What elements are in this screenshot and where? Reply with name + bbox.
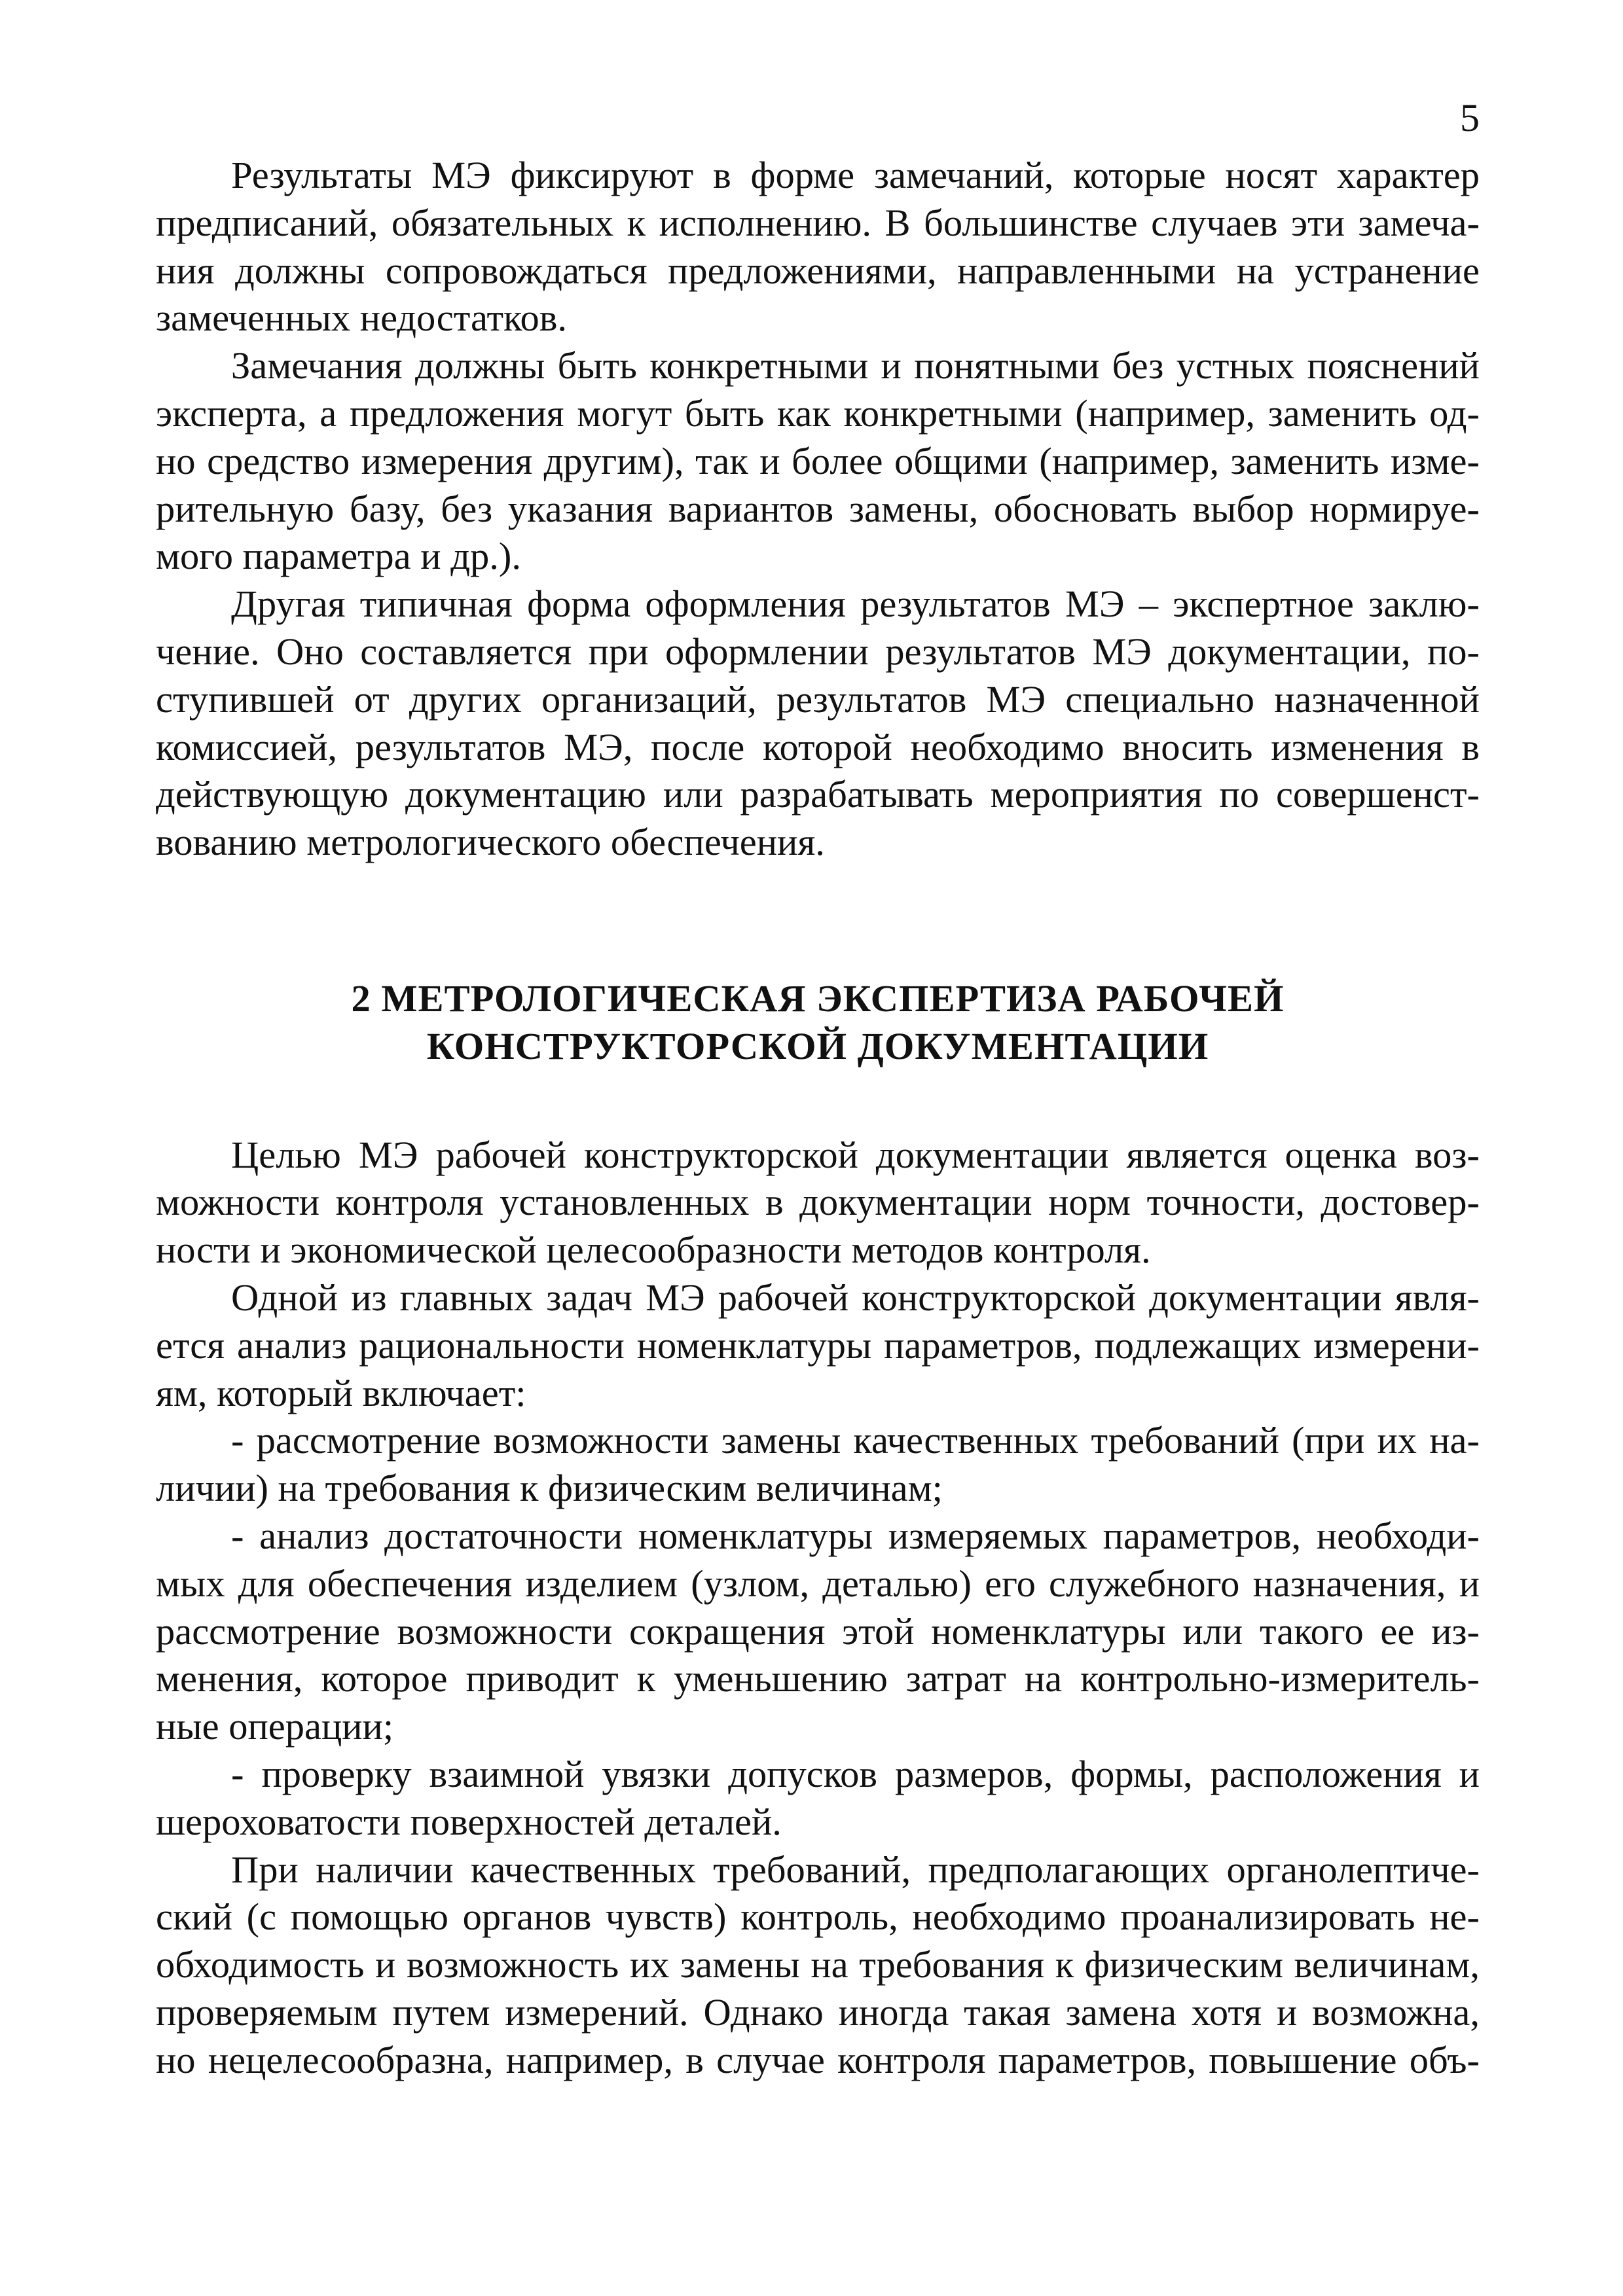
heading-spacer [156, 1071, 1480, 1132]
section-heading-line-2: КОНСТРУКТОРСКОЙ ДОКУМЕНТАЦИИ [426, 1024, 1209, 1067]
text-column [156, 152, 1480, 2084]
text-line: рассмотрение возможности сокращения этой номенклатуры или такого ее из- [156, 1609, 1480, 1653]
paragraph-main-task [156, 1274, 1480, 1417]
text-line: личии) на требования к физическим величинам; [156, 1467, 943, 1510]
text-line: проверяемым путем измерений. Однако иногда такая замена хотя и возможна, [156, 1990, 1480, 2034]
text-line: рительную базу, без указания вариантов замены, обосновать выбор нормируе- [156, 487, 1480, 530]
paragraph-expert-conclusion [156, 581, 1480, 867]
paragraph-organoleptic [156, 1846, 1480, 2085]
text-line: мого параметра и др.). [156, 535, 521, 578]
text-line: - рассмотрение возможности замены качественных требований (при их на- [231, 1419, 1480, 1462]
text-line: Результаты МЭ фиксируют в форме замечаний, которые носят характер [231, 154, 1480, 196]
text-line: ется анализ рациональности номенклатуры параметров, подлежащих измерени- [156, 1323, 1480, 1367]
section-heading-line-1: 2 МЕТРОЛОГИЧЕСКАЯ ЭКСПЕРТИЗА РАБОЧЕЙ [351, 977, 1285, 1020]
text-line: Другая типичная форма оформления результатов МЭ – экспертное заклю- [231, 583, 1480, 626]
text-line: действующую документацию или разрабатывать мероприятия по совершенст- [156, 773, 1480, 816]
text-line: ступившей от других организаций, результатов МЭ специально назначенной [156, 677, 1480, 721]
text-line: обходимость и возможность их замены на требования к физическим величинам, [156, 1943, 1480, 1986]
text-line: можности контроля установленных в документации норм точности, достовер- [156, 1181, 1480, 1224]
page-number: 5 [1460, 96, 1480, 139]
text-line: - проверку взаимной увязки допусков размеров, формы, расположения и [231, 1752, 1480, 1795]
text-line: чение. Оно составляется при оформлении результатов МЭ документации, по- [156, 630, 1480, 673]
text-line: мых для обеспечения изделием (узлом, деталью) его служебного назначения, и [156, 1562, 1480, 1605]
paragraph-goal [156, 1132, 1480, 1274]
paragraph-remarks-requirements [156, 342, 1480, 581]
text-line: ский (с помощью органов чувств) контроль, необходимо проанализировать не- [156, 1895, 1480, 1939]
text-line: ния должны сопровождаться предложениями, направленными на устранение [156, 249, 1480, 292]
text-line: эксперта, а предложения могут быть как конкретными (например, заменить од- [156, 391, 1480, 435]
text-line: но нецелесообразна, например, в случае контроля параметров, повышение объ- [156, 2038, 1480, 2081]
text-line: шероховатости поверхностей деталей. [156, 1800, 782, 1843]
text-line: Целью МЭ рабочей конструкторской документации является оценка воз- [231, 1133, 1480, 1176]
list-item [156, 1417, 1480, 1513]
text-line: замеченных недостатков. [156, 296, 567, 340]
section-spacer [156, 867, 1480, 975]
text-line: - анализ достаточности номенклатуры измеряемых параметров, необходи- [231, 1514, 1480, 1557]
text-line: но средство измерения другим), так и более общими (например, заменить изме- [156, 439, 1480, 482]
text-line: менения, которое приводит к уменьшению затрат на контрольно-измеритель- [156, 1657, 1480, 1700]
text-line: Одной из главных задач МЭ рабочей конструкторской документации явля- [231, 1276, 1480, 1319]
text-line: предписаний, обязательных к исполнению. В большинстве случаев эти замеча- [156, 201, 1480, 244]
text-line: вованию метрологического обеспечения. [156, 821, 825, 864]
list-item [156, 1513, 1480, 1751]
text-line: ям, который включает: [156, 1371, 526, 1414]
text-line: При наличии качественных требований, предполагающих органолептиче- [231, 1848, 1480, 1891]
text-line: комиссией, результатов МЭ, после которой необходимо вносить изменения в [156, 725, 1480, 768]
text-line: ности и экономической целесообразности методов контроля. [156, 1229, 1151, 1272]
text-line: Замечания должны быть конкретными и понятными без устных пояснений [231, 344, 1480, 387]
text-line: ные операции; [156, 1705, 394, 1748]
list-item [156, 1751, 1480, 1846]
section-heading [156, 975, 1480, 1071]
paragraph-results-remarks [156, 152, 1480, 342]
